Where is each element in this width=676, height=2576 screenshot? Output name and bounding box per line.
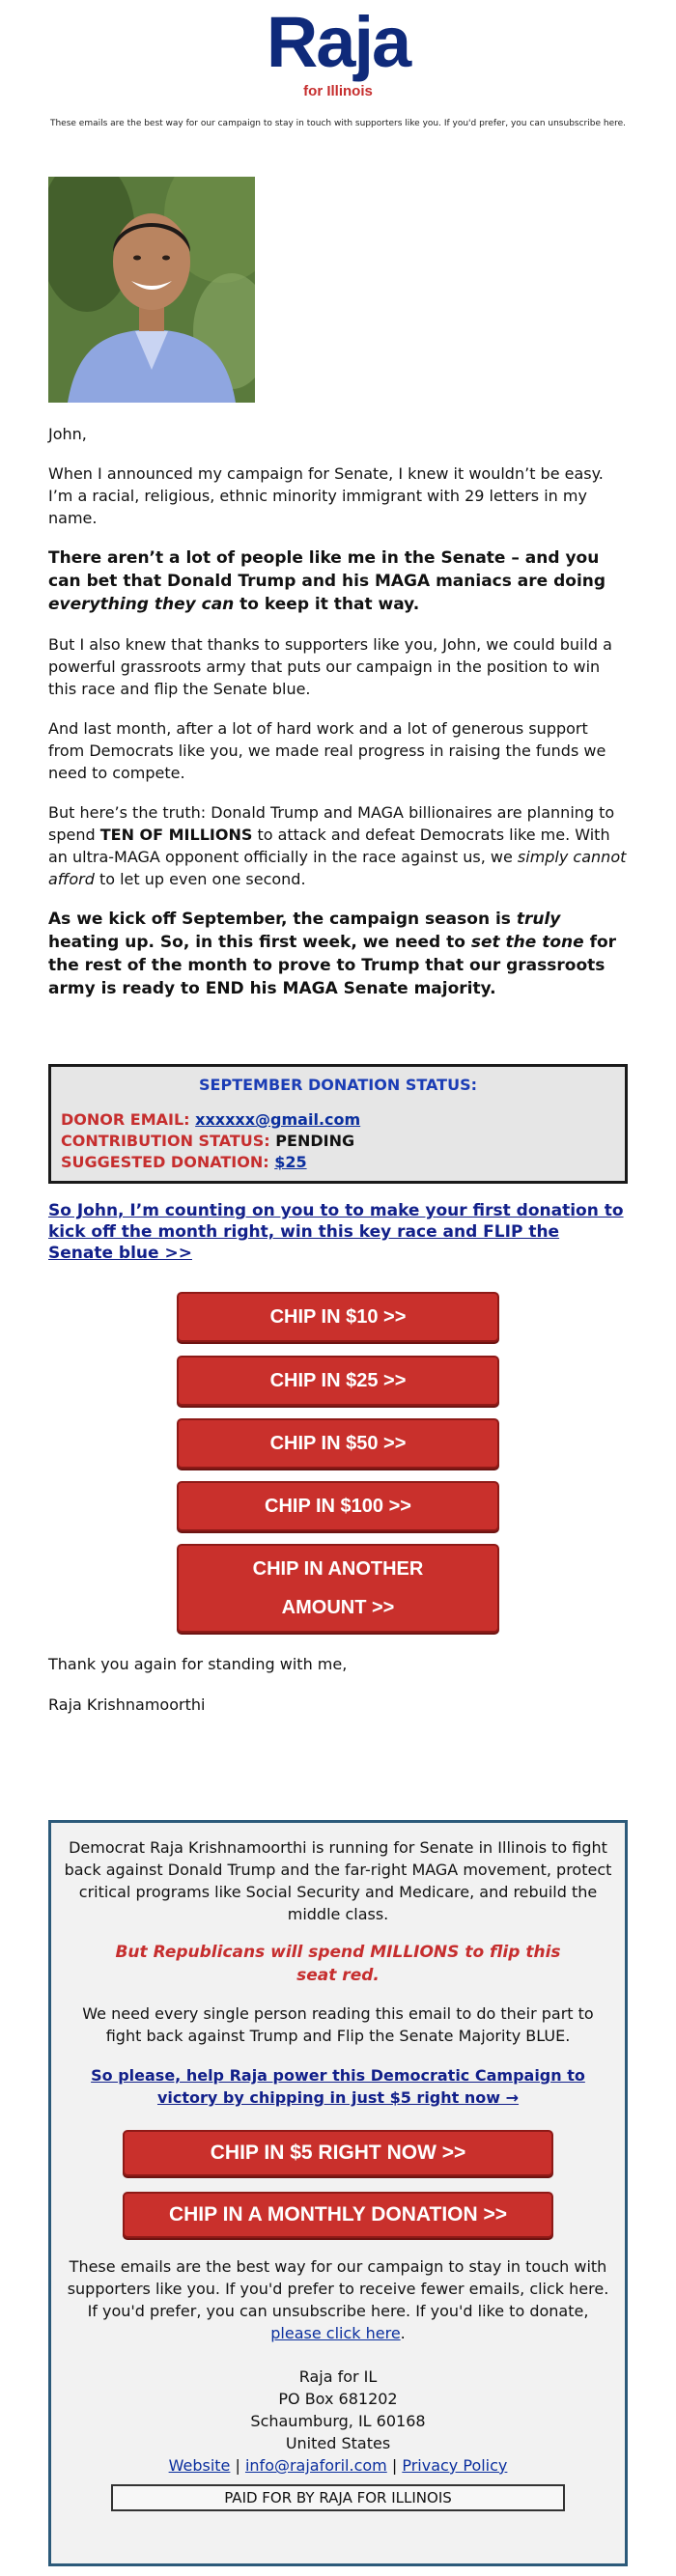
org-country: United States: [285, 2434, 391, 2452]
chip-in-25-button[interactable]: CHIP IN $25 >>: [177, 1356, 499, 1406]
donate-click-here-link[interactable]: please click here: [270, 2324, 401, 2342]
signature: Raja Krishnamoorthi: [48, 1695, 206, 1714]
paid-for-disclaimer: PAID FOR BY RAJA FOR ILLINOIS: [111, 2484, 565, 2511]
candidate-portrait-illustration: [48, 177, 255, 403]
donate-cta-link[interactable]: So John, I’m counting on you to to make your first donation to kick off the month right, win this key race and FLIP the Senate blue >>: [48, 1201, 624, 1263]
chip-in-10-button[interactable]: CHIP IN $10 >>: [177, 1292, 499, 1342]
footer-donate-link[interactable]: So please, help Raja power this Democratic Campaign to victory by chipping in just $5 right now →: [91, 2066, 585, 2107]
footer-links: Website | info@rajaforil.com | Privacy Policy: [168, 2456, 508, 2475]
chip-in-50-button[interactable]: CHIP IN $50 >>: [177, 1418, 499, 1469]
donation-status-box: [48, 1064, 628, 1184]
donor-email-link[interactable]: xxxxxx@gmail.com: [195, 1110, 361, 1129]
letter-paragraph: But here’s the truth: Donald Trump and MAGA billionaires are planning to spend TEN OF MILLIONS to attack and defeat Democrats like me. With an ultra-MAGA opponent officially in the race against us, we simply cannot afford to let up even one second.: [48, 803, 627, 888]
website-link[interactable]: Website: [168, 2456, 231, 2475]
letter-paragraph: But I also knew that thanks to supporters like you, John, we could build a powerful grassroots army that puts our campaign in the position to win this race and flip the Senate blue.: [48, 635, 612, 698]
candidate-photo: [48, 177, 255, 403]
letter-body: [48, 423, 628, 1018]
closing-block: [48, 1653, 628, 1734]
monthly-donation-button[interactable]: CHIP IN A MONTHLY DONATION >>: [123, 2192, 553, 2238]
raja-logo: [241, 2, 435, 104]
footer-ask: We need every single person reading this email to do their part to fight back against Trump and Flip the Senate Majority BLUE.: [82, 2004, 594, 2045]
footer-unsubscribe-text: These emails are the best way for our campaign to stay in touch with supporters like you. If you'd prefer to receive fewer emails, click here. If you'd prefer, you can unsubscribe here. If you'd like to donate, please click here.: [67, 2257, 609, 2342]
thanks-line: Thank you again for standing with me,: [48, 1655, 348, 1673]
chip-in-100-button[interactable]: CHIP IN $100 >>: [177, 1481, 499, 1531]
org-po-box: PO Box 681202: [278, 2390, 398, 2408]
contribution-status-row: CONTRIBUTION STATUS: PENDING: [61, 1132, 355, 1150]
org-name: Raja for IL: [298, 2367, 378, 2386]
logo-wordmark: Raja: [266, 2, 410, 82]
email-link[interactable]: info@rajaforil.com: [244, 2456, 387, 2475]
suggested-donation-row: SUGGESTED DONATION: $25: [61, 1153, 307, 1171]
org-city: Schaumburg, IL 60168: [250, 2412, 426, 2430]
letter-paragraph-bold: As we kick off September, the campaign season is truly heating up. So, in this first week, we need to set the tone for the rest of the month to prove to Trump that our grassroots army is ready to END his MAGA Senate majority.: [48, 910, 617, 998]
logo-tagline: for Illinois: [303, 83, 373, 99]
footer-warning: But Republicans will spend MILLIONS to flip this seat red.: [115, 1943, 561, 1985]
donor-email-row: DONOR EMAIL: xxxxxx@gmail.com: [61, 1110, 361, 1129]
letter-paragraph-bold: There aren’t a lot of people like me in the Senate – and you can bet that Donald Trump and his MAGA maniacs are doing everything they can to keep it that way.: [48, 548, 606, 614]
greeting: John,: [48, 425, 87, 443]
privacy-policy-link[interactable]: Privacy Policy: [402, 2456, 508, 2475]
suggested-donation-link[interactable]: $25: [274, 1153, 307, 1171]
status-title: SEPTEMBER DONATION STATUS:: [199, 1076, 477, 1094]
preheader-text: These emails are the best way for our campaign to stay in touch with supporters like you. If you'd prefer, you can unsubscribe here.: [49, 119, 627, 128]
chip-in-5-button[interactable]: CHIP IN $5 RIGHT NOW >>: [123, 2130, 553, 2176]
chip-in-other-amount-button[interactable]: CHIP IN ANOTHER AMOUNT >>: [177, 1544, 499, 1633]
footer-box: [48, 1820, 628, 2566]
letter-paragraph: And last month, after a lot of hard work and a lot of generous support from Democrats like you, we made real progress in raising the funds we need to compete.: [48, 719, 606, 782]
letter-paragraph: When I announced my campaign for Senate, I knew it wouldn’t be easy. I’m a racial, religious, ethnic minority immigrant with 29 letters in my name.: [48, 464, 604, 527]
footer-about: Democrat Raja Krishnamoorthi is running for Senate in Illinois to fight back against Donald Trump and the far-right MAGA movement, protect critical programs like Social Security and Medicare, and rebuild the middle class.: [64, 1838, 612, 1923]
